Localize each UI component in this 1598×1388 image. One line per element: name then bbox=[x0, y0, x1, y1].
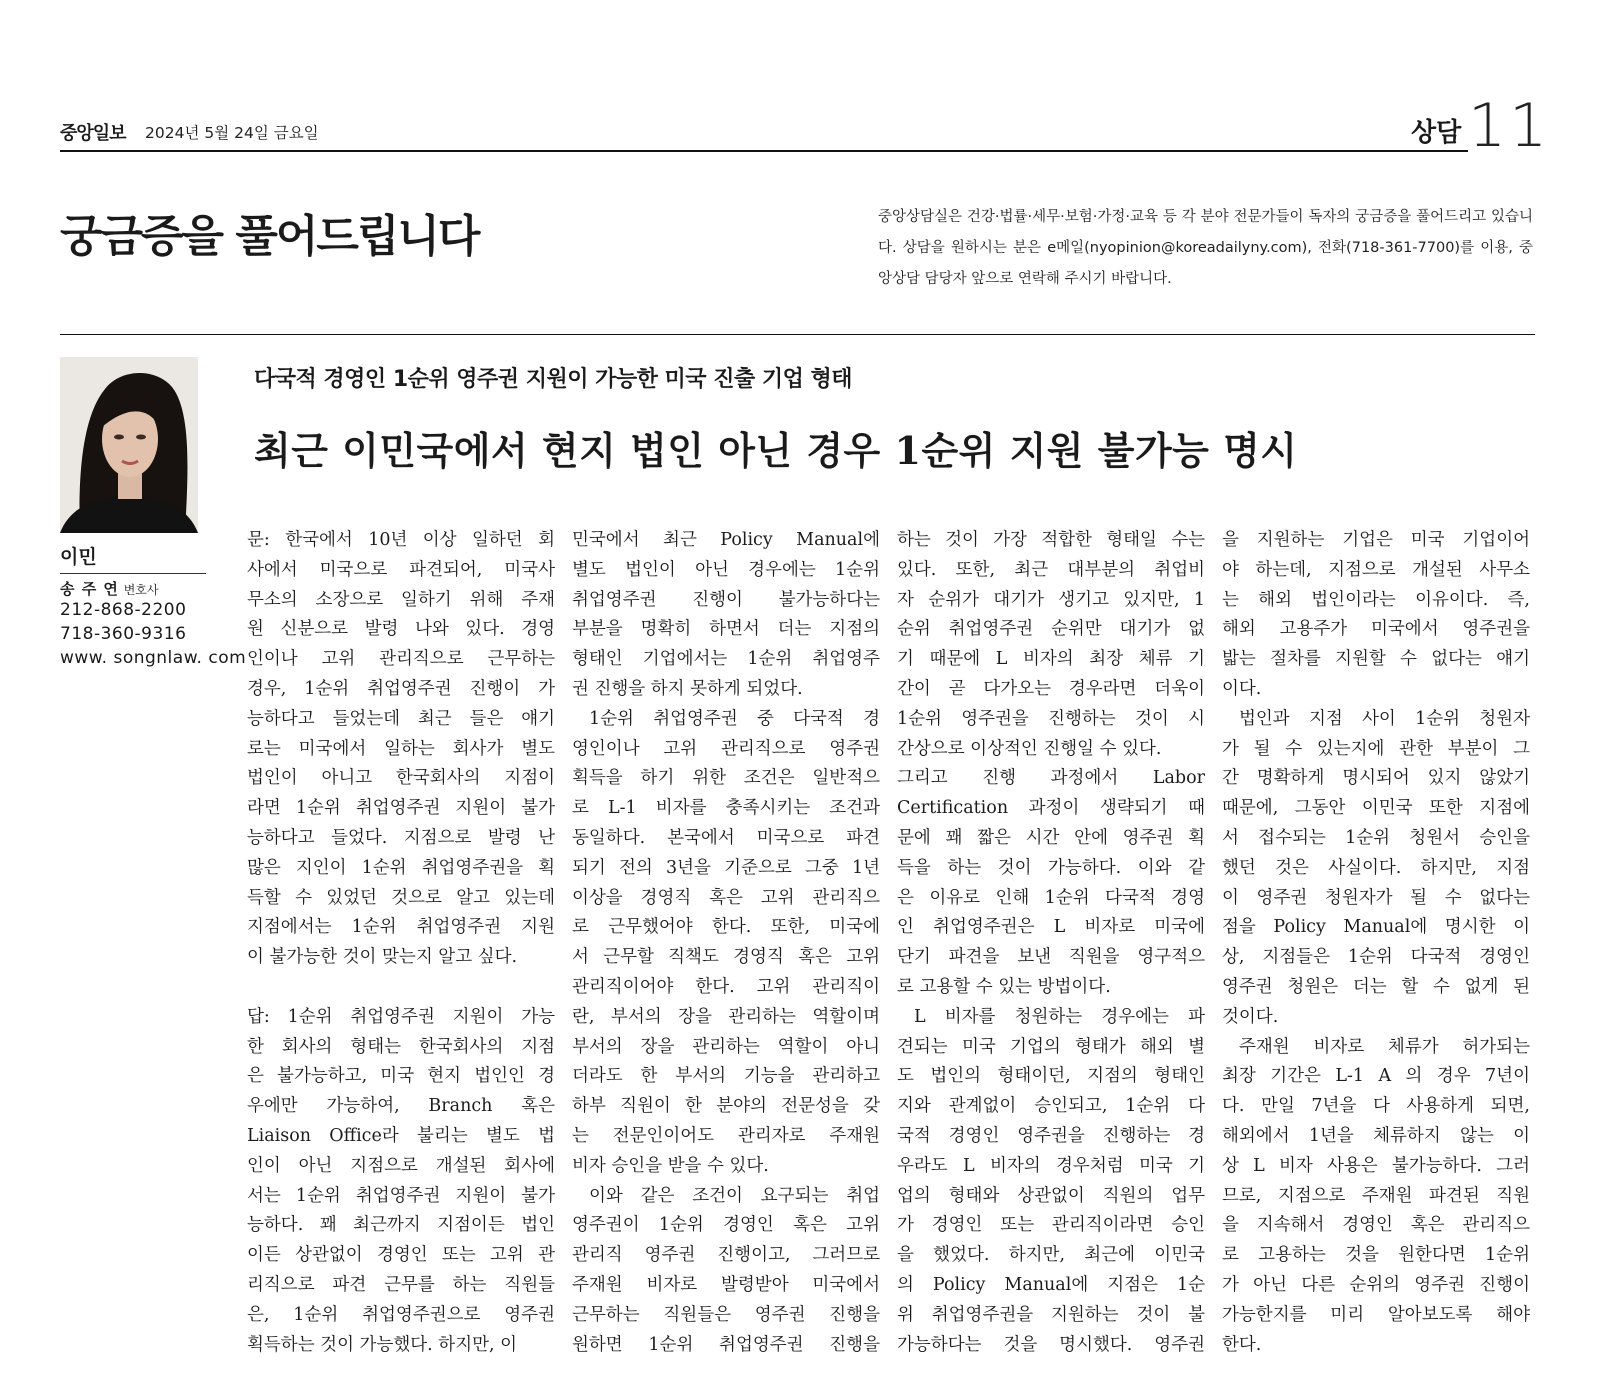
article-line: 는 전문인이어도 관리자로 주재원 bbox=[572, 1125, 880, 1146]
article-line: 업의 형태와 상관없이 직원의 업무 bbox=[897, 1185, 1205, 1206]
article-line: 법인과 지점 사이 1순위 청원자 bbox=[1239, 708, 1530, 729]
article-line: 므로, 지점으로 주재원 파견된 직원 bbox=[1222, 1185, 1530, 1206]
article-line: 한다. bbox=[1222, 1334, 1262, 1355]
article-line: 국적 경영인 영주권을 진행하는 경 bbox=[897, 1125, 1205, 1146]
article-line: 형태인 기업에서는 1순위 취업영주 bbox=[572, 649, 880, 670]
article-line: 이상을 경영직 혹은 고위 관리직으 bbox=[572, 887, 880, 908]
article-line: 능하다고 들었다. 지점으로 발령 난 bbox=[247, 827, 555, 848]
article-line: 로 L-1 비자를 충족시키는 조건과 bbox=[572, 798, 880, 819]
article-line: 이다. bbox=[1222, 678, 1262, 699]
article-line: 가 경영인 또는 관리직이라면 승인 bbox=[897, 1215, 1205, 1236]
author-website[interactable]: www. songnlaw. com bbox=[60, 648, 247, 668]
article-line: 답: 1순위 취업영주권 지원이 가능 bbox=[247, 1006, 555, 1027]
article-line: 해외 고용주가 미국에서 영주권을 bbox=[1222, 619, 1530, 640]
article-line: 동일하다. 본국에서 미국으로 파견 bbox=[572, 827, 880, 848]
article-line: 관리직이어야 한다. 고위 관리직이 bbox=[572, 976, 880, 997]
article-kicker: 다국적 경영인 1순위 영주권 지원이 가능한 미국 진출 기업 형태 bbox=[254, 367, 853, 392]
author-byline bbox=[60, 578, 158, 599]
article-line: 는 해외 법인이라는 이유이다. 즉, bbox=[1222, 589, 1530, 610]
section-banner-note: 중앙상담실은 건강·법률·세무·보험·가정·교육 등 각 분야 전문가들이 독자의 궁금증을 풀어드리고 있습니다. 상담을 원하시는 분은 e메일(nyopinion@koreadailyny.com), 전화(718-361-7700)를 이용, 중앙상담 담당자 앞으로 연락해 주시기 바랍니다. bbox=[878, 209, 1533, 287]
masthead-rule bbox=[60, 150, 1468, 152]
article-line: 간 명확하게 명시되어 있지 않았기 bbox=[1222, 768, 1530, 789]
column-topic: 이민 bbox=[60, 546, 97, 568]
author-phone-1: 212-868-2200 bbox=[60, 600, 187, 620]
article-line: 최장 기간은 L-1 A 의 경우 7년이 bbox=[1222, 1066, 1530, 1087]
article-line: 란, 부서의 장을 관리하는 역할이며 bbox=[572, 1006, 880, 1027]
article-line: 의 Policy Manual에 지점은 1순 bbox=[897, 1274, 1205, 1295]
article-line: 되기 전의 3년을 기준으로 그중 1년 bbox=[572, 857, 880, 878]
article-line: 무소의 소장으로 일하기 위해 주재 bbox=[247, 589, 555, 610]
article-line: 로 고용할 수 있는 방법이다. bbox=[897, 976, 1111, 997]
article-line: 근무하는 직원들은 영주권 진행을 bbox=[572, 1304, 880, 1325]
article-line: 우에만 가능하여, Branch 혹은 bbox=[247, 1096, 555, 1117]
article-line: 은, 1순위 취업영주권으로 영주권 bbox=[247, 1304, 555, 1325]
article-line: 점을 Policy Manual에 명시한 이 bbox=[1222, 917, 1530, 938]
article-line: 순위 취업영주권 순위만 대기가 없 bbox=[897, 619, 1205, 640]
author-phone-2: 718-360-9316 bbox=[60, 624, 187, 644]
author-portrait-icon bbox=[60, 357, 198, 533]
article-line: 원하면 1순위 취업영주권 진행을 bbox=[572, 1334, 880, 1355]
article-line: Liaison Office라 불리는 별도 법 bbox=[247, 1125, 555, 1146]
article-line: 획득하는 것이 가능했다. 하지만, 이 bbox=[247, 1334, 518, 1355]
article-line: 경우, 1순위 취업영주권 진행이 가 bbox=[247, 678, 555, 699]
article-line: 영인이나 고위 관리직으로 영주권 bbox=[572, 738, 880, 759]
article-line: 기 때문에 L 비자의 최장 체류 기 bbox=[897, 649, 1205, 670]
article-line: 서 접수되는 1순위 청원서 승인을 bbox=[1222, 827, 1530, 848]
article-line: 다. 만일 7년을 다 사용하게 되면, bbox=[1222, 1096, 1530, 1117]
article-line: 가 될 수 있는지에 관한 부분이 그 bbox=[1222, 738, 1530, 759]
section-banner-title: 궁금증을 풀어드립니다 bbox=[60, 211, 479, 262]
article-line: 서 근무할 직책도 경영직 혹은 고위 bbox=[572, 947, 880, 968]
author-photo bbox=[60, 357, 198, 533]
article-line: 부분을 명확히 하면서 더는 지점의 bbox=[572, 619, 880, 640]
article-line: 때문에, 그동안 이민국 또한 지점에 bbox=[1222, 798, 1530, 819]
article-line: 간이 곧 다가오는 경우라면 더욱이 bbox=[897, 678, 1205, 699]
article-line: 부서의 장을 관리하는 역할이 아니 bbox=[572, 1036, 880, 1057]
article-line: 로 고용하는 것을 원한다면 1순위 bbox=[1222, 1245, 1530, 1266]
article-line: 단기 파견을 보낸 직원을 영구적으 bbox=[897, 947, 1205, 968]
article-line: 영주권 청원은 더는 할 수 없게 된 bbox=[1222, 976, 1530, 997]
article-line: 인 취업영주권은 L 비자로 미국에 bbox=[897, 917, 1205, 938]
article-line: 득할 수 있었던 것으로 알고 있는데 bbox=[247, 887, 555, 908]
article-line: 하는 것이 가장 적합한 형태일 수는 bbox=[897, 530, 1205, 550]
article-headline: 최근 이민국에서 현지 법인 아닌 경우 1순위 지원 불가능 명시 bbox=[254, 428, 1298, 473]
article-line: 이 영주권 청원자가 될 수 없다는 bbox=[1222, 887, 1530, 908]
article-line: 비자 승인을 받을 수 있다. bbox=[572, 1155, 769, 1176]
article-line: 취업영주권 진행이 불가능하다는 bbox=[572, 589, 880, 610]
section-divider bbox=[60, 334, 1535, 335]
author-divider bbox=[60, 573, 206, 574]
article-line: 위 취업영주권을 지원하는 것이 불 bbox=[897, 1304, 1205, 1325]
article-line: 라면 1순위 취업영주권 지원이 불가 bbox=[247, 798, 555, 819]
article-line: 주재원 비자로 발령받아 미국에서 bbox=[572, 1274, 880, 1295]
article-line: 상 L 비자 사용은 불가능하다. 그러 bbox=[1222, 1155, 1530, 1176]
article-line: 많은 지인이 1순위 취업영주권을 획 bbox=[247, 857, 555, 878]
article-line: 인이나 고위 관리직으로 근무하는 bbox=[247, 649, 555, 670]
article-line: 별도 법인이 아닌 경우에는 1순위 bbox=[572, 559, 880, 580]
article-line: 능하다고 들었는데 최근 들은 얘기 bbox=[247, 708, 555, 729]
article-line: 이든 상관없이 경영인 또는 고위 관 bbox=[247, 1245, 555, 1266]
article-line: 더라도 한 부서의 기능을 관리하고 bbox=[572, 1066, 880, 1087]
article-line: 민국에서 최근 Policy Manual에 bbox=[572, 530, 880, 550]
newspaper-name: 중앙일보 bbox=[60, 123, 126, 144]
issue-date: 2024년 5월 24일 금요일 bbox=[145, 124, 319, 142]
article-line: 한 회사의 형태는 한국회사의 지점 bbox=[247, 1036, 555, 1057]
article-line: 은 불가능하고, 미국 현지 법인인 경 bbox=[247, 1066, 555, 1087]
article-line: 은 이유로 인해 1순위 다국적 경영 bbox=[897, 887, 1205, 908]
article-line: 주재원 비자로 체류가 허가되는 bbox=[1239, 1036, 1530, 1057]
article-line: 도 법인의 형태이던, 지점의 형태인 bbox=[897, 1066, 1205, 1087]
article-line: 인이 아닌 지점으로 개설된 회사에 bbox=[247, 1155, 555, 1176]
article-line: 우라도 L 비자의 경우처럼 미국 기 bbox=[897, 1155, 1205, 1176]
article-line: 로 근무했어야 한다. 또한, 미국에 bbox=[572, 917, 880, 938]
article-line: 능하다. 꽤 최근까지 지점이든 법인 bbox=[247, 1215, 555, 1236]
article-column-4 bbox=[1222, 526, 1530, 1360]
article-line: 득을 하는 것이 가능하다. 이와 같 bbox=[897, 857, 1205, 878]
page-number: 11 bbox=[1468, 91, 1551, 161]
article-line: 가능하다는 것을 명시했다. 영주권 bbox=[897, 1334, 1205, 1355]
article-line: 을 지속해서 경영인 혹은 관리직으 bbox=[1222, 1215, 1530, 1236]
article-line: 을 지원하는 기업은 미국 기업이어 bbox=[1222, 530, 1530, 550]
paragraph-gap bbox=[247, 973, 555, 1003]
article-line: 1순위 영주권을 진행하는 것이 시 bbox=[897, 708, 1205, 729]
article-line: 이와 같은 조건이 요구되는 취업 bbox=[589, 1185, 880, 1206]
author-title: 변호사 bbox=[123, 583, 159, 597]
article-line: 했던 것은 사실이다. 하지만, 지점 bbox=[1222, 857, 1530, 878]
article-line: 문에 꽤 짧은 시간 안에 영주권 획 bbox=[897, 827, 1205, 848]
article-line: 자 순위가 대기가 생기고 있지만, 1 bbox=[897, 589, 1205, 610]
article-line: 권 진행을 하지 못하게 되었다. bbox=[572, 678, 803, 699]
section-label: 상담 bbox=[1411, 118, 1462, 148]
article-line: 간상으로 이상적인 진행일 수 있다. bbox=[897, 738, 1162, 759]
article-line: 원 신분으로 발령 나와 있다. 경영 bbox=[247, 619, 555, 640]
article-line: L 비자를 청원하는 경우에는 파 bbox=[914, 1006, 1205, 1027]
article-line: 관리직 영주권 진행이고, 그러므로 bbox=[572, 1245, 880, 1266]
article-line: 지점에서는 1순위 취업영주권 지원 bbox=[247, 917, 555, 938]
article-column-1 bbox=[247, 526, 555, 1360]
article-line: 가 아닌 다른 순위의 영주권 진행이 bbox=[1222, 1274, 1530, 1295]
article-line: 이 불가능한 것이 맞는지 알고 싶다. bbox=[247, 947, 518, 968]
article-line: 서는 1순위 취업영주권 지원이 불가 bbox=[247, 1185, 555, 1206]
article-line: 법인이 아니고 한국회사의 지점이 bbox=[247, 768, 555, 789]
article-line: 사에서 미국으로 파견되어, 미국사 bbox=[247, 559, 555, 580]
article-line: 견되는 미국 기업의 형태가 해외 별 bbox=[897, 1036, 1205, 1057]
article-line: 그리고 진행 과정에서 Labor bbox=[897, 768, 1205, 789]
article-line: 상, 지점들은 1순위 다국적 경영인 bbox=[1222, 947, 1530, 968]
article-line: 것이다. bbox=[1222, 1006, 1279, 1027]
article-line: 하부 직원이 한 분야의 전문성을 갖 bbox=[572, 1096, 880, 1117]
article-line: 을 했었다. 하지만, 최근에 이민국 bbox=[897, 1245, 1205, 1266]
article-line: 문: 한국에서 10년 이상 일하던 회 bbox=[247, 530, 555, 550]
article-line: 해외에서 1년을 체류하지 않는 이 bbox=[1222, 1125, 1530, 1146]
article-line: 있다. 또한, 최근 대부분의 취업비 bbox=[897, 559, 1205, 580]
article-line: Certification 과정이 생략되기 때 bbox=[897, 798, 1205, 819]
article-line: 밟는 절차를 지원할 수 없다는 얘기 bbox=[1222, 649, 1530, 670]
article-line: 1순위 취업영주권 중 다국적 경 bbox=[589, 708, 880, 729]
article-line: 가능한지를 미리 알아보도록 해야 bbox=[1222, 1304, 1530, 1325]
article-line: 리직으로 파견 근무를 하는 직원들 bbox=[247, 1274, 555, 1295]
article-column-3 bbox=[897, 526, 1205, 1360]
author-name: 송 주 연 bbox=[60, 580, 119, 598]
article-line: 획득을 하기 위한 조건은 일반적으 bbox=[572, 768, 880, 789]
article-line: 지와 관계없이 승인되고, 1순위 다 bbox=[897, 1096, 1205, 1117]
article-column-2 bbox=[572, 526, 880, 1360]
article-line: 로는 미국에서 일하는 회사가 별도 bbox=[247, 738, 555, 759]
article-line: 영주권이 1순위 경영인 혹은 고위 bbox=[572, 1215, 880, 1236]
article-line: 야 하는데, 지점으로 개설된 사무소 bbox=[1222, 559, 1530, 580]
